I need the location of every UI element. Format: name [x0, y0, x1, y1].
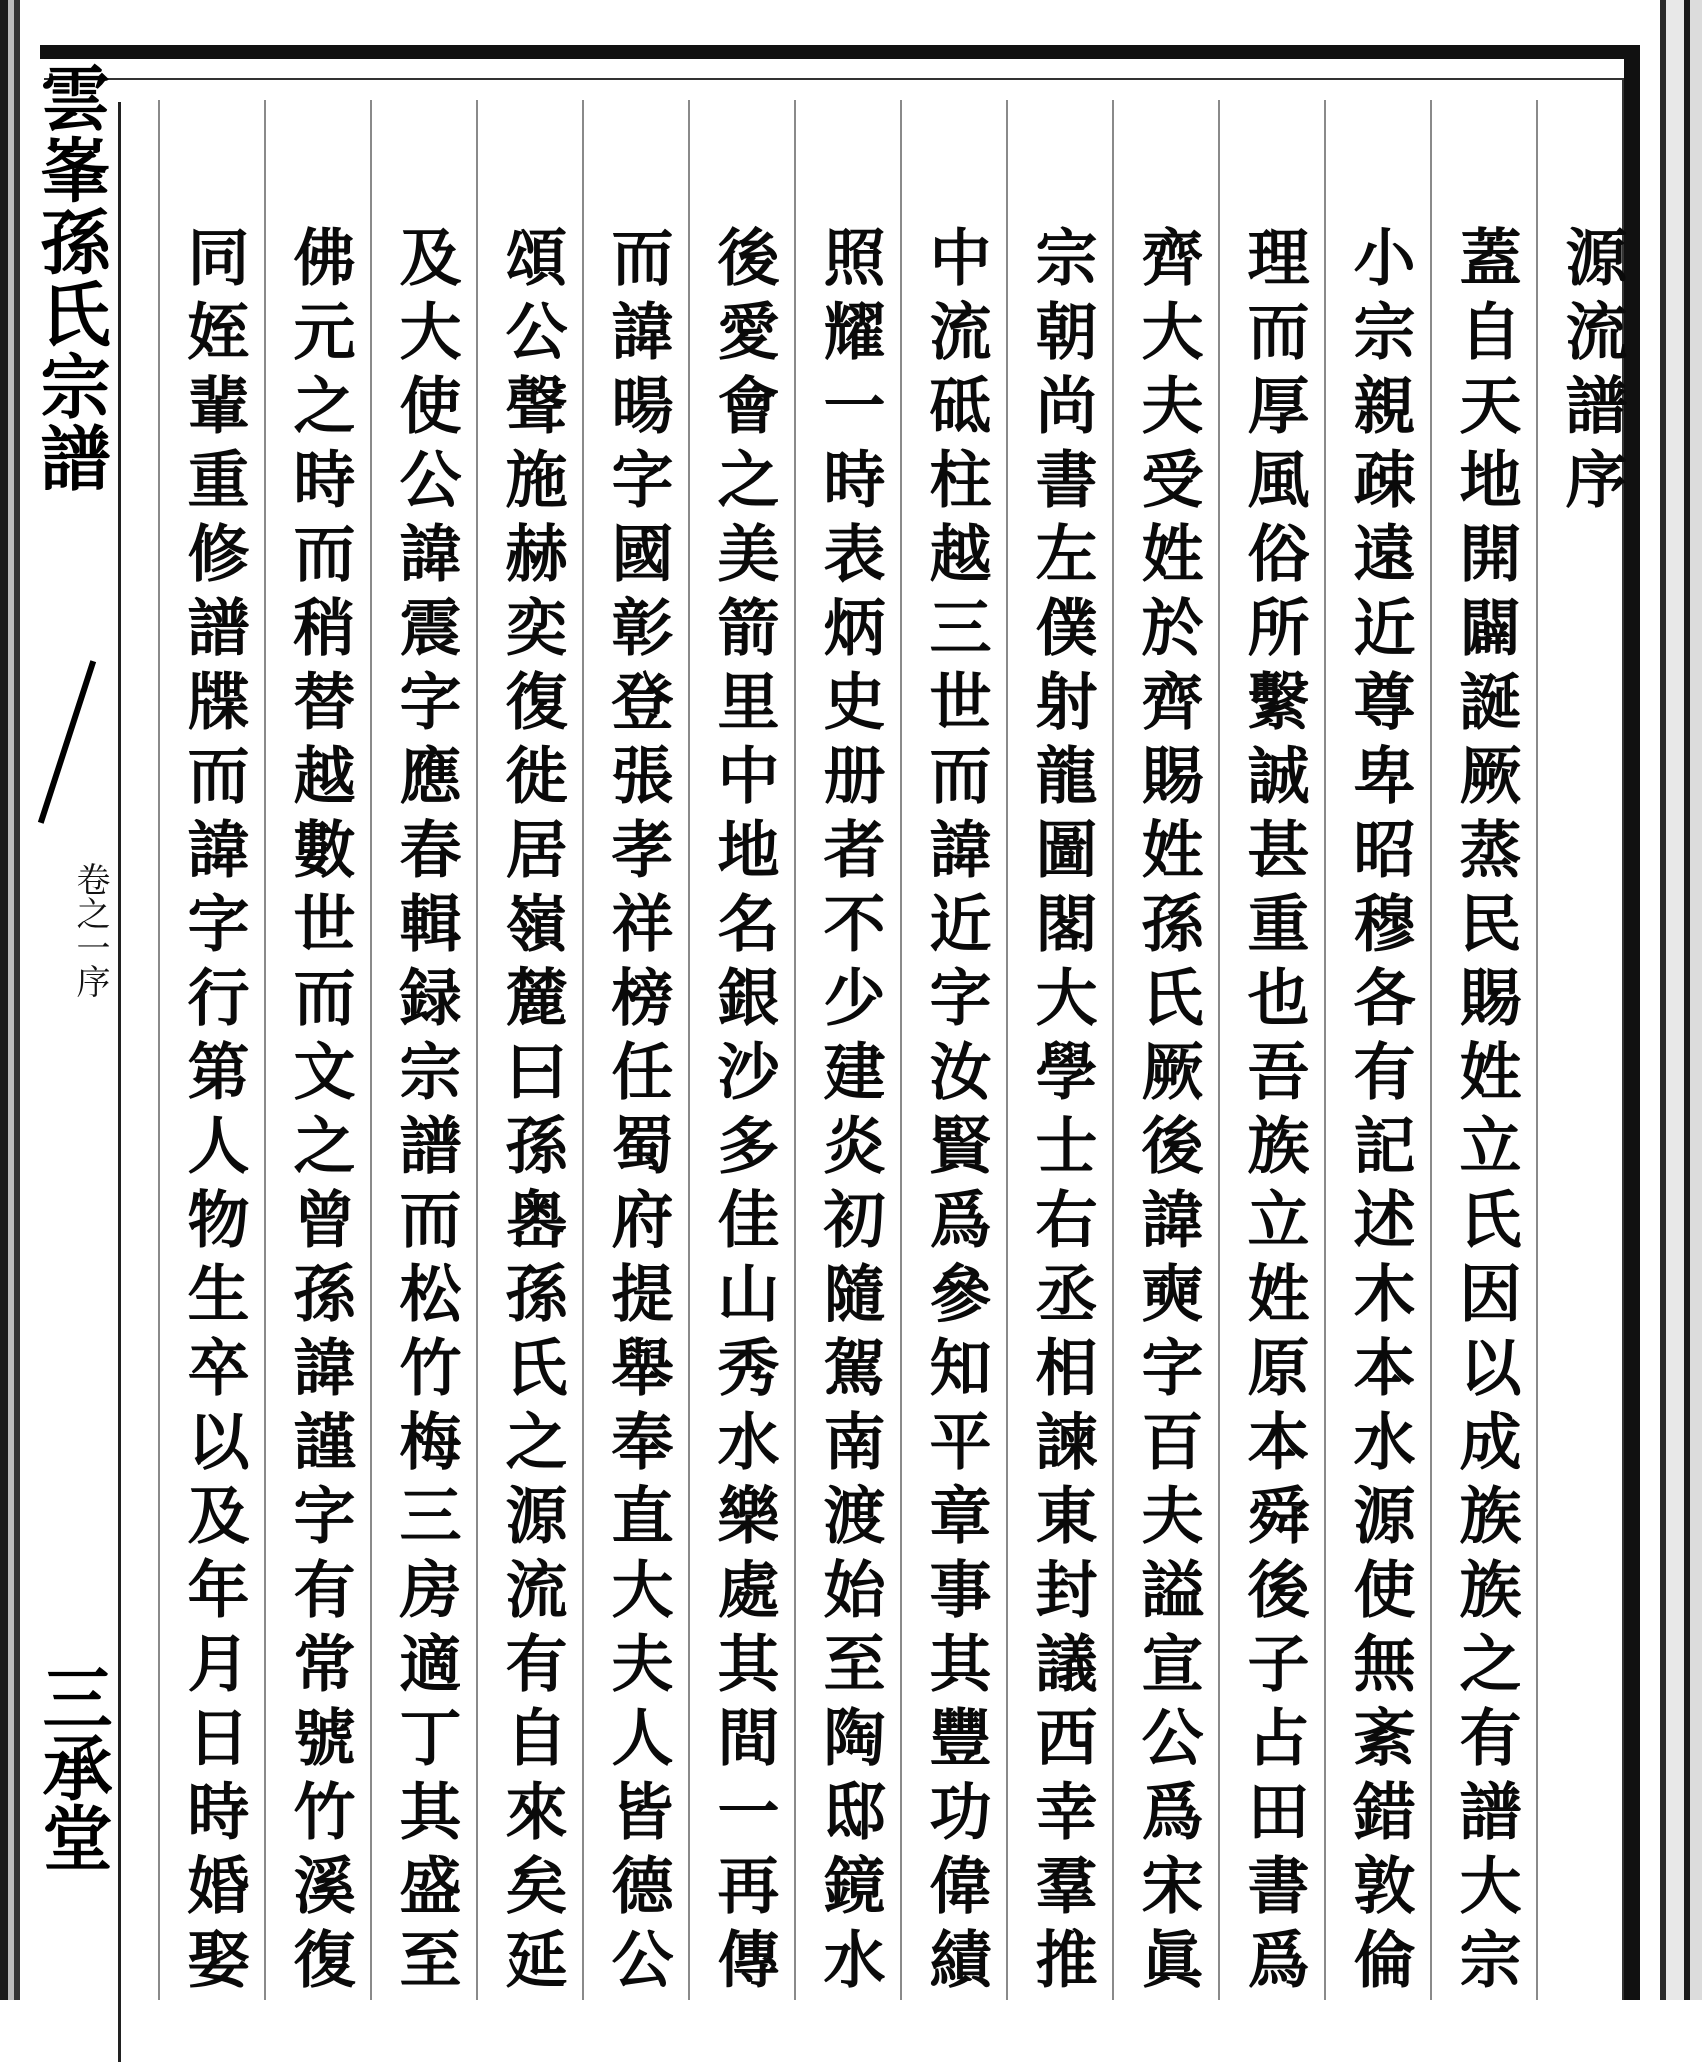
text-column-7: 照耀一時表炳史册者不少建炎初隨駕南渡始至陶邸鏡水: [813, 225, 886, 2001]
text-body: [125, 100, 1628, 2001]
text-column-1: 蓋自天地開闢誕厥蒸民賜姓立氏因以成族族之有譜大宗: [1449, 225, 1522, 2001]
margin-hall-name: 三承堂: [31, 1662, 114, 1872]
margin-rule: [118, 102, 121, 2062]
text-column-3: 理而厚風俗所繫誠甚重也吾族立姓原本舜後子占田書爲: [1237, 225, 1310, 2001]
text-column-13: 同姪輩重修譜牒而諱字行第人物生卒以及年月日時婚娶: [177, 225, 250, 2001]
text-column-11: 及大使公諱震字應春輯録宗譜而松竹梅三房適丁其盛至: [389, 225, 462, 2001]
text-column-6: 中流砥柱越三世而諱近字汝賢爲參知平章事其豐功偉績: [919, 225, 992, 2001]
margin-section-text: 序: [70, 964, 110, 998]
text-column-5: 宗朝尚書左僕射龍圖閣大學士右丞相諫東封議西幸羣推: [1025, 225, 1098, 2001]
text-column-4: 齊大夫受姓於齊賜姓孫氏厥後諱奭字百夫謚宣公爲宋眞: [1131, 225, 1204, 2001]
margin-volume: [70, 862, 110, 998]
preface-heading: 源流譜序: [1555, 225, 1628, 521]
margin-book-title: 雲峯孫氏宗譜: [29, 62, 112, 494]
text-column-2: 小宗親疎遠近尊卑昭穆各有記述木本水源使無紊錯敦倫: [1343, 225, 1416, 2001]
margin-column: [0, 62, 120, 2000]
book-edge-right: [1660, 0, 1702, 2000]
margin-volume-text: 卷之一: [70, 862, 110, 964]
text-column-9: 而諱暘字國彰登張孝祥榜任蜀府提舉奉直大夫人皆德公: [601, 225, 674, 2001]
fish-tail-mark: [38, 660, 96, 824]
text-column-8: 後愛會之美箭里中地名銀沙多佳山秀水樂處其間一再傳: [707, 225, 780, 2001]
text-column-12: 佛元之時而稍替越數世而文之曾孫諱謹字有常號竹溪復: [283, 225, 356, 2001]
text-column-10: 頌公聲施赫奕復徙居嶺麓曰孫嶴孫氏之源流有自來矣延: [495, 225, 568, 2001]
